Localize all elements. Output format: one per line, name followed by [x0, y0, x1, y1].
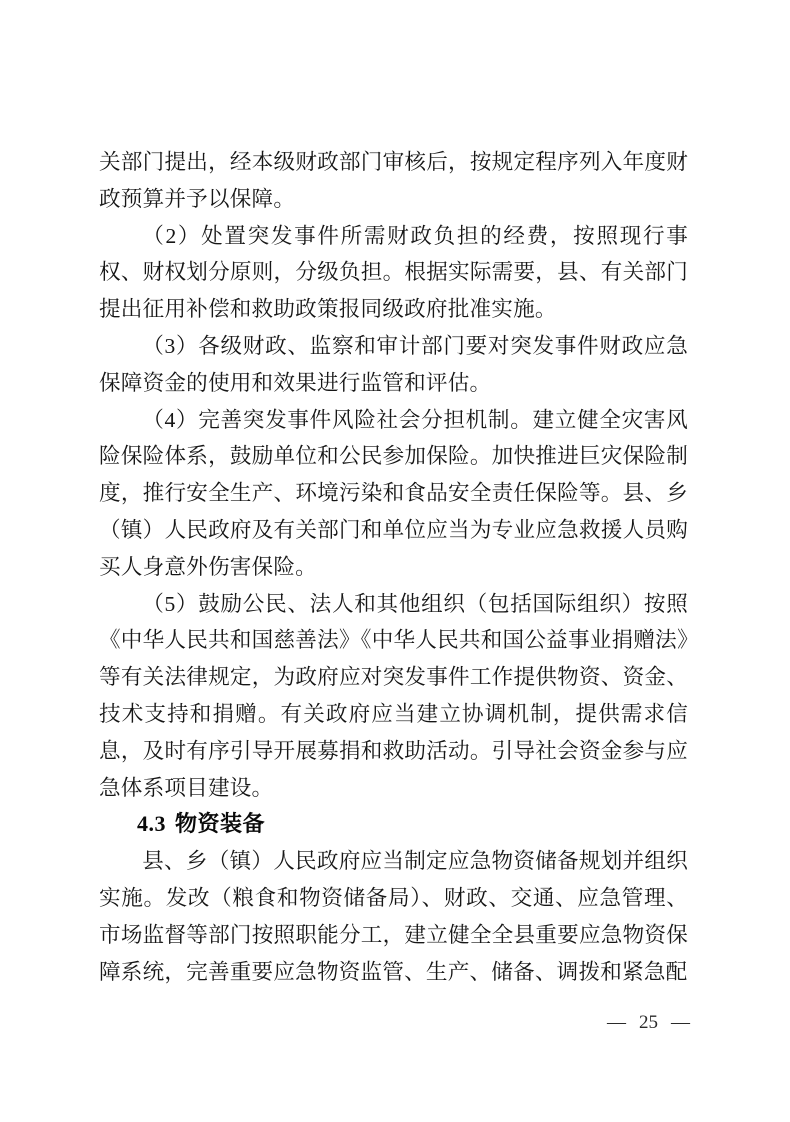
paragraph-item-2: （2）处置突发事件所需财政负担的经费，按照现行事权、财权划分原则，分级负担。根据实际需要，县、有关部门提出征用补偿和救助政策报同级政府批准实施。: [99, 223, 688, 322]
footer-dash-right: —: [671, 1012, 690, 1033]
section-heading: [99, 806, 688, 843]
section-title: 物资装备: [175, 811, 266, 837]
footer-dash-left: —: [607, 1012, 626, 1033]
paragraph-item-5: （5）鼓励公民、法人和其他组织（包括国际组织）按照《中华人民共和国慈善法》《中华人民共和国公益事业捐赠法》等有关法律规定，为政府应对突发事件工作提供物资、资金、技术支持和捐赠。有关政府应当建立协调机制，提供需求信息，及时有序引导开展募捐和救助活动。引导社会资金参与应急体系项目建设。: [99, 591, 688, 800]
paragraph-item-4: （4）完善突发事件风险社会分担机制。建立健全灾害风险保险体系，鼓励单位和公民参加保险。加快推进巨灾保险制度，推行安全生产、环境污染和食品安全责任保险等。县、乡（镇）人民政府及有关部门和单位应当为专业应急救援人员购买人身意外伤害保险。: [99, 407, 688, 579]
page-number: 25: [639, 1012, 658, 1033]
section-number: 4.3: [137, 811, 166, 837]
page-footer: [607, 1012, 690, 1034]
page-body: [99, 144, 688, 990]
paragraph-materials: 县、乡（镇）人民政府应当制定应急物资储备规划并组织实施。发改（粮食和物资储备局）、财政、交通、应急管理、市场监督等部门按照职能分工，建立健全全县重要应急物资保障系统，完善重要应急物资监管、生产、储备、调拨和紧急配: [99, 849, 688, 984]
paragraph-continuation: 关部门提出，经本级财政部门审核后，按规定程序列入年度财政预算并予以保障。: [99, 150, 688, 211]
paragraph-item-3: （3）各级财政、监察和审计部门要对突发事件财政应急保障资金的使用和效果进行监管和评估。: [99, 333, 688, 395]
